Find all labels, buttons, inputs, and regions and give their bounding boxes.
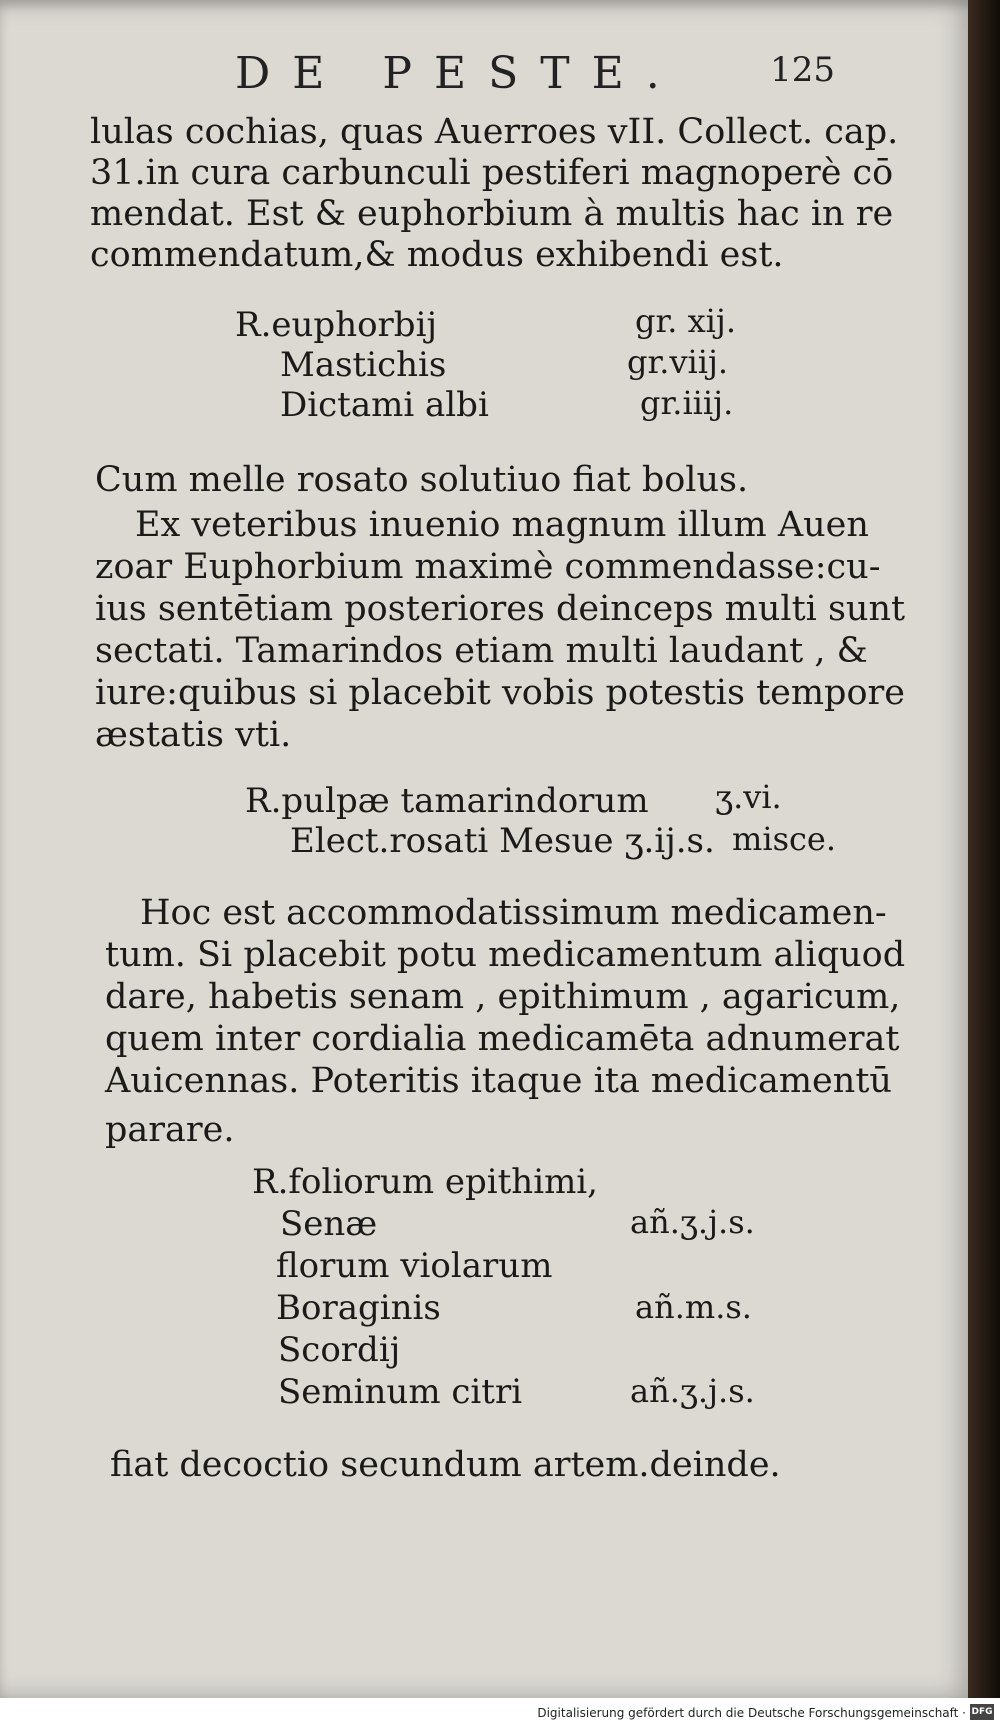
recipe-ingredient: Dictami albi (280, 385, 489, 425)
funding-credit: Digitalisierung gefördert durch die Deutsche Forschungsgemeinschaft · (537, 1706, 966, 1720)
running-title: DE PESTE. (235, 48, 682, 99)
dfg-logo: DFG (970, 1704, 994, 1720)
recipe-ingredient: R.pulpæ tamarindorum (245, 781, 649, 821)
digitization-footer (0, 1698, 1000, 1730)
text-line: lulas cochias, quas Auerroes vII. Collect. cap. (90, 112, 899, 152)
recipe-quantity: misce. (732, 820, 837, 858)
text-line: parare. (105, 1110, 235, 1150)
text-line: sectati. Tamarindos etiam multi laudant , & (95, 631, 868, 671)
text-line: zoar Euphorbium maximè commendasse:cu- (95, 547, 881, 587)
running-header (235, 48, 835, 108)
recipe-quantity: gr. xij. (635, 302, 736, 340)
text-line: Hoc est accommodatissimum medicamen- (140, 893, 887, 933)
text-line: tum. Si placebit potu medicamentum aliquod (105, 935, 906, 975)
recipe-ingredient: R.foliorum epithimi, (252, 1162, 598, 1202)
page-edge (968, 0, 1000, 1698)
recipe-quantity: gr.iiij. (640, 384, 734, 422)
recipe-ingredient: florum violarum (276, 1246, 553, 1286)
page-number: 125 (770, 50, 835, 90)
text-line: mendat. Est & euphorbium à multis hac in re (90, 194, 894, 234)
text-line: quem inter cordialia medicamēta adnumerat (105, 1019, 900, 1059)
text-line: commendatum,& modus exhibendi est. (90, 235, 784, 275)
recipe-ingredient: Elect.rosati Mesue ʒ.ij.s. (290, 821, 715, 861)
recipe-ingredient: Senæ (280, 1204, 378, 1244)
recipe-1-instruction: Cum melle rosato solutiuo fiat bolus. (95, 460, 749, 500)
recipe-ingredient: Seminum citri (278, 1372, 523, 1412)
text-line: Ex veteribus inuenio magnum illum Auen (135, 505, 869, 545)
recipe-ingredient: Mastichis (280, 345, 447, 385)
text-line: iure:quibus si placebit vobis potestis tempore (95, 673, 905, 713)
text-line: dare, habetis senam , epithimum , agaricum, (105, 977, 901, 1017)
recipe-quantity: añ.m.s. (635, 1288, 752, 1326)
text-line: æstatis vti. (95, 715, 292, 755)
recipe-quantity: gr.viij. (627, 343, 729, 381)
recipe-ingredient: Boraginis (276, 1288, 441, 1328)
recipe-quantity: añ.ʒ.j.s. (630, 1372, 755, 1410)
recipe-quantity: ʒ.vi. (715, 778, 782, 816)
text-line: Auicennas. Poteritis itaque ita medicamentū (105, 1061, 892, 1101)
closing-line: fiat decoctio secundum artem.deinde. (110, 1445, 781, 1485)
recipe-quantity: añ.ʒ.j.s. (630, 1203, 755, 1241)
recipe-ingredient: R.euphorbij (235, 305, 437, 345)
text-line: ius sentētiam posteriores deinceps multi sunt (95, 589, 906, 629)
recipe-ingredient: Scordij (278, 1330, 401, 1370)
text-line: 31.in cura carbunculi pestiferi magnoperè cō (90, 153, 894, 193)
